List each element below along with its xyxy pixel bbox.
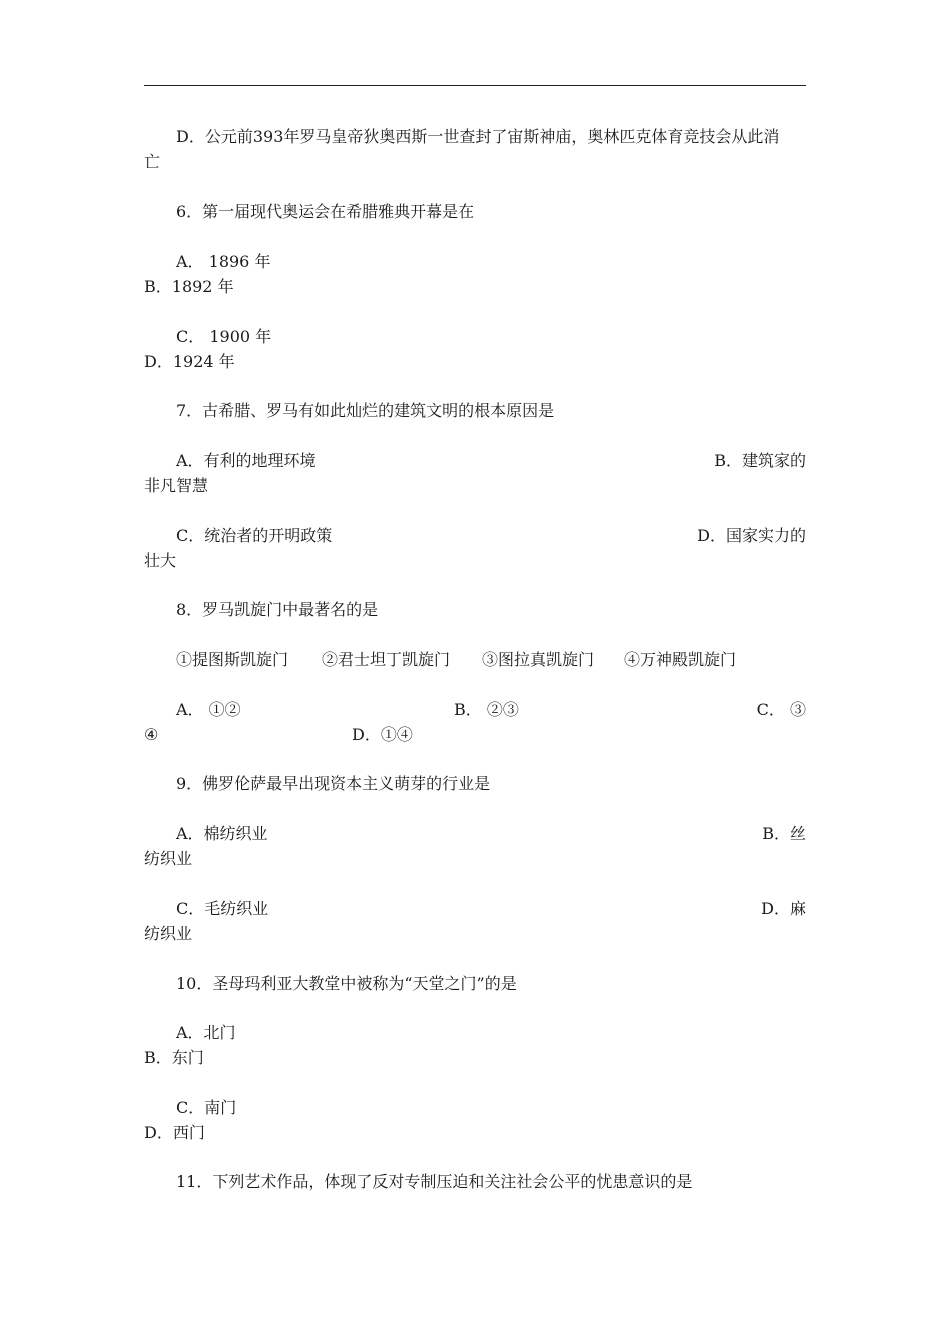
q5-option-d: D．公元前393年罗马皇帝狄奥西斯一世查封了宙斯神庙，奥林匹克体育竞技会从此消	[176, 127, 780, 146]
q8-item-1: ①提图斯凯旋门	[176, 650, 289, 669]
q6-option-b: B．1892 年	[144, 277, 234, 296]
q6-option-a: A． 1896 年	[176, 252, 271, 271]
q9-option-b: B．丝	[762, 824, 806, 843]
q6-stem: 6．第一届现代奥运会在希腊雅典开幕是在	[176, 202, 475, 221]
q10-option-c: C．南门	[176, 1098, 237, 1117]
q7-option-c: C．统治者的开明政策	[176, 526, 333, 545]
q9-stem: 9．佛罗伦萨最早出现资本主义萌芽的行业是	[176, 774, 491, 793]
q8-option-a: A． ①②	[176, 700, 241, 719]
q7-option-b-cont: 非凡智慧	[144, 476, 209, 495]
q9-option-a: A．棉纺织业	[176, 824, 268, 843]
q8-item-4: ④万神殿凯旋门	[624, 650, 737, 669]
q8-option-d: D．①④	[352, 725, 413, 744]
q9-option-c: C．毛纺织业	[176, 899, 269, 918]
q10-stem: 10．圣母玛利亚大教堂中被称为“天堂之门”的是	[176, 974, 517, 993]
q10-option-b: B．东门	[144, 1048, 204, 1067]
q8-option-c: C． ③	[756, 700, 806, 719]
header-rule	[144, 85, 806, 86]
q6-option-d: D．1924 年	[144, 352, 235, 371]
q9-option-b-cont: 纺织业	[144, 849, 193, 868]
q11-stem: 11．下列艺术作品，体现了反对专制压迫和关注社会公平的忧患意识的是	[176, 1172, 693, 1191]
q7-option-d: D．国家实力的	[697, 526, 806, 545]
q7-option-d-cont: 壮大	[144, 551, 177, 570]
q10-option-d: D．西门	[144, 1123, 205, 1142]
q8-stem: 8．罗马凯旋门中最著名的是	[176, 600, 379, 619]
q10-option-a: A．北门	[176, 1023, 236, 1042]
q7-option-a: A．有利的地理环境	[176, 451, 316, 470]
q6-option-c: C． 1900 年	[176, 327, 272, 346]
q7-stem: 7．古希腊、罗马有如此灿烂的建筑文明的根本原因是	[176, 401, 555, 420]
q8-option-b: B． ②③	[454, 700, 519, 719]
q9-option-d: D．麻	[761, 899, 806, 918]
q5-option-d-cont: 亡	[144, 152, 161, 171]
q8-option-c-cont: ④	[144, 725, 159, 744]
q9-option-d-cont: 纺织业	[144, 924, 193, 943]
q8-item-3: ③图拉真凯旋门	[482, 650, 595, 669]
q8-item-2: ②君士坦丁凯旋门	[322, 650, 451, 669]
q7-option-b: B．建筑家的	[714, 451, 806, 470]
